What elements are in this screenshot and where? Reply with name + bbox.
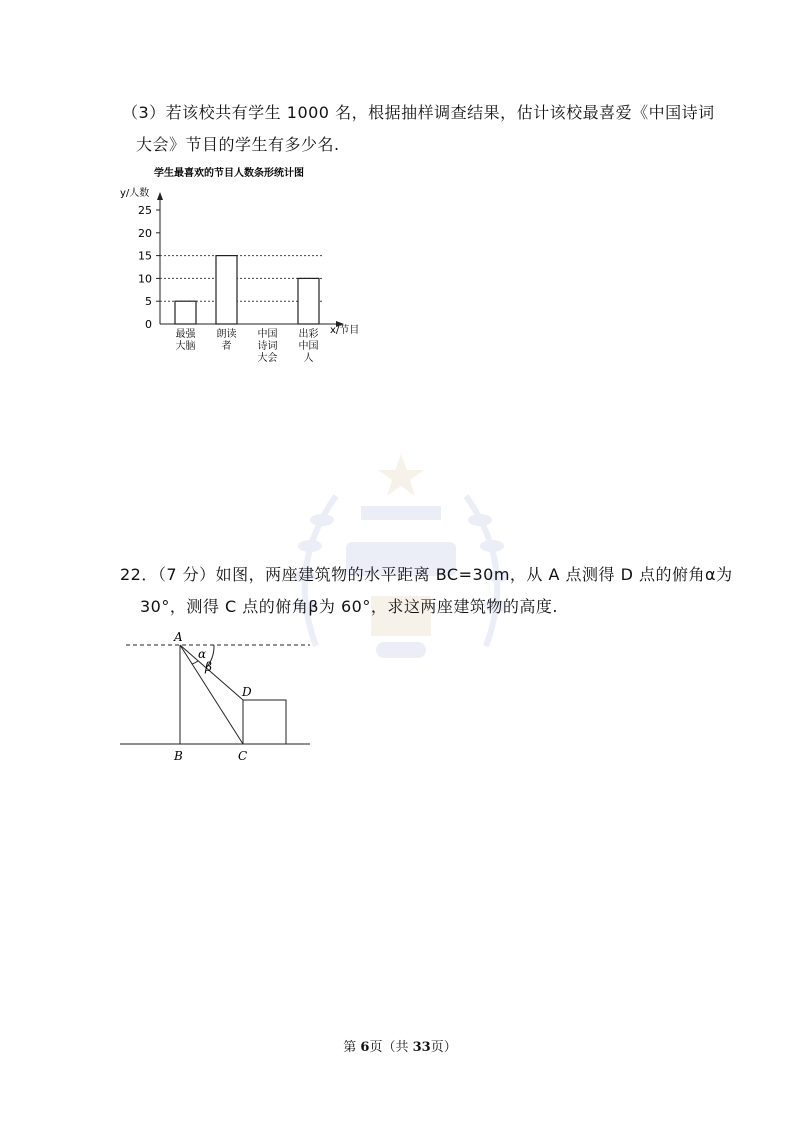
y-tick-label: 25 <box>138 204 152 217</box>
bar-chart <box>112 160 372 370</box>
label-c: C <box>238 749 248 763</box>
x-tick-label: 诗词 <box>257 341 278 352</box>
y-tick-label: 5 <box>145 295 152 309</box>
question-22-text-line-1: 22．（7 分）如图，两座建筑物的水平距离 BC=30m，从 A 点测得 D 点的俯角α为 <box>120 565 733 584</box>
page-footer <box>0 1036 800 1055</box>
question-3-text-line-2: 大会》节目的学生有多少名. <box>136 135 340 154</box>
bar <box>298 278 319 324</box>
x-tick-label: 大脑 <box>175 341 196 352</box>
y-axis-label: y/人数 <box>120 188 150 199</box>
footer-suffix: 页） <box>430 1040 457 1055</box>
y-tick-label: 20 <box>138 226 152 240</box>
y-axis <box>157 192 163 324</box>
bar-group <box>175 256 319 324</box>
x-tick-label: 中国 <box>298 341 319 352</box>
label-alpha: α <box>198 647 207 661</box>
label-beta: β <box>205 660 212 674</box>
bar <box>175 301 196 324</box>
footer-prefix: 第 <box>343 1040 361 1055</box>
x-tick-group <box>176 327 319 364</box>
x-tick-label: 朗读 <box>216 329 237 340</box>
x-tick-label: 最强 <box>175 329 196 340</box>
x-tick-label: 中国 <box>257 329 278 340</box>
bar <box>216 256 237 324</box>
footer-page-number: 6 <box>360 1040 370 1055</box>
x-tick-label: 大会 <box>257 353 278 364</box>
chart-title: 学生最喜欢的节目人数条形统计图 <box>154 168 304 179</box>
building-cd <box>243 700 286 744</box>
angle-beta-arc <box>192 661 198 664</box>
x-axis-label: x/节目 <box>330 325 360 336</box>
footer-total-pages: 33 <box>412 1040 431 1055</box>
y-tick-label: 0 <box>145 318 152 331</box>
footer-middle: 页（共 <box>369 1040 413 1055</box>
question-22-text-line-2: 30°，测得 C 点的俯角β为 60°，求这两座建筑物的高度. <box>140 597 558 616</box>
x-tick-label: 出彩 <box>298 329 319 340</box>
y-tick-label: 10 <box>138 272 152 286</box>
building-angle-figure <box>118 628 318 764</box>
question-3-text-line-1: （3）若该校共有学生 1000 名，根据抽样调查结果，估计该校最喜爱《中国诗词 <box>122 103 715 122</box>
label-d: D <box>242 685 252 699</box>
y-tick-label: 15 <box>138 249 152 263</box>
label-b: B <box>174 749 183 763</box>
y-tick-group <box>138 204 160 331</box>
x-tick-label: 人 <box>303 353 314 364</box>
label-a: A <box>174 630 183 644</box>
x-tick-label: 者 <box>221 341 232 352</box>
